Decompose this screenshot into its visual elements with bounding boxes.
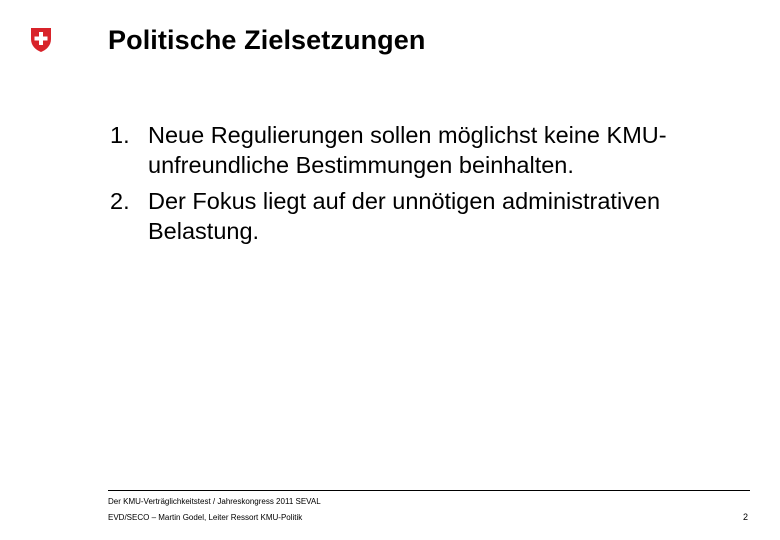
list-item-text: Der Fokus liegt auf der unnötigen administrativen Belastung. [148, 188, 661, 244]
swiss-crest-icon [30, 27, 52, 53]
list-item-number: 1. [110, 122, 130, 148]
footer-event-line: Der KMU-Verträglichkeitstest / Jahreskongress 2011 SEVAL [108, 497, 321, 506]
list-item-number: 2. [110, 188, 130, 214]
footer-divider [108, 490, 750, 491]
list-item-text: Neue Regulierungen sollen möglichst keine KMU-unfreundliche Bestimmungen beinhalten. [148, 122, 667, 178]
footer-author-line: EVD/SECO – Martin Godel, Leiter Ressort KMU-Politik [108, 513, 303, 522]
slide-title: Politische Zielsetzungen [108, 25, 426, 55]
page-number: 2 [742, 512, 748, 522]
objectives-list [110, 120, 750, 252]
list-item [110, 186, 750, 246]
list-item [110, 120, 750, 180]
